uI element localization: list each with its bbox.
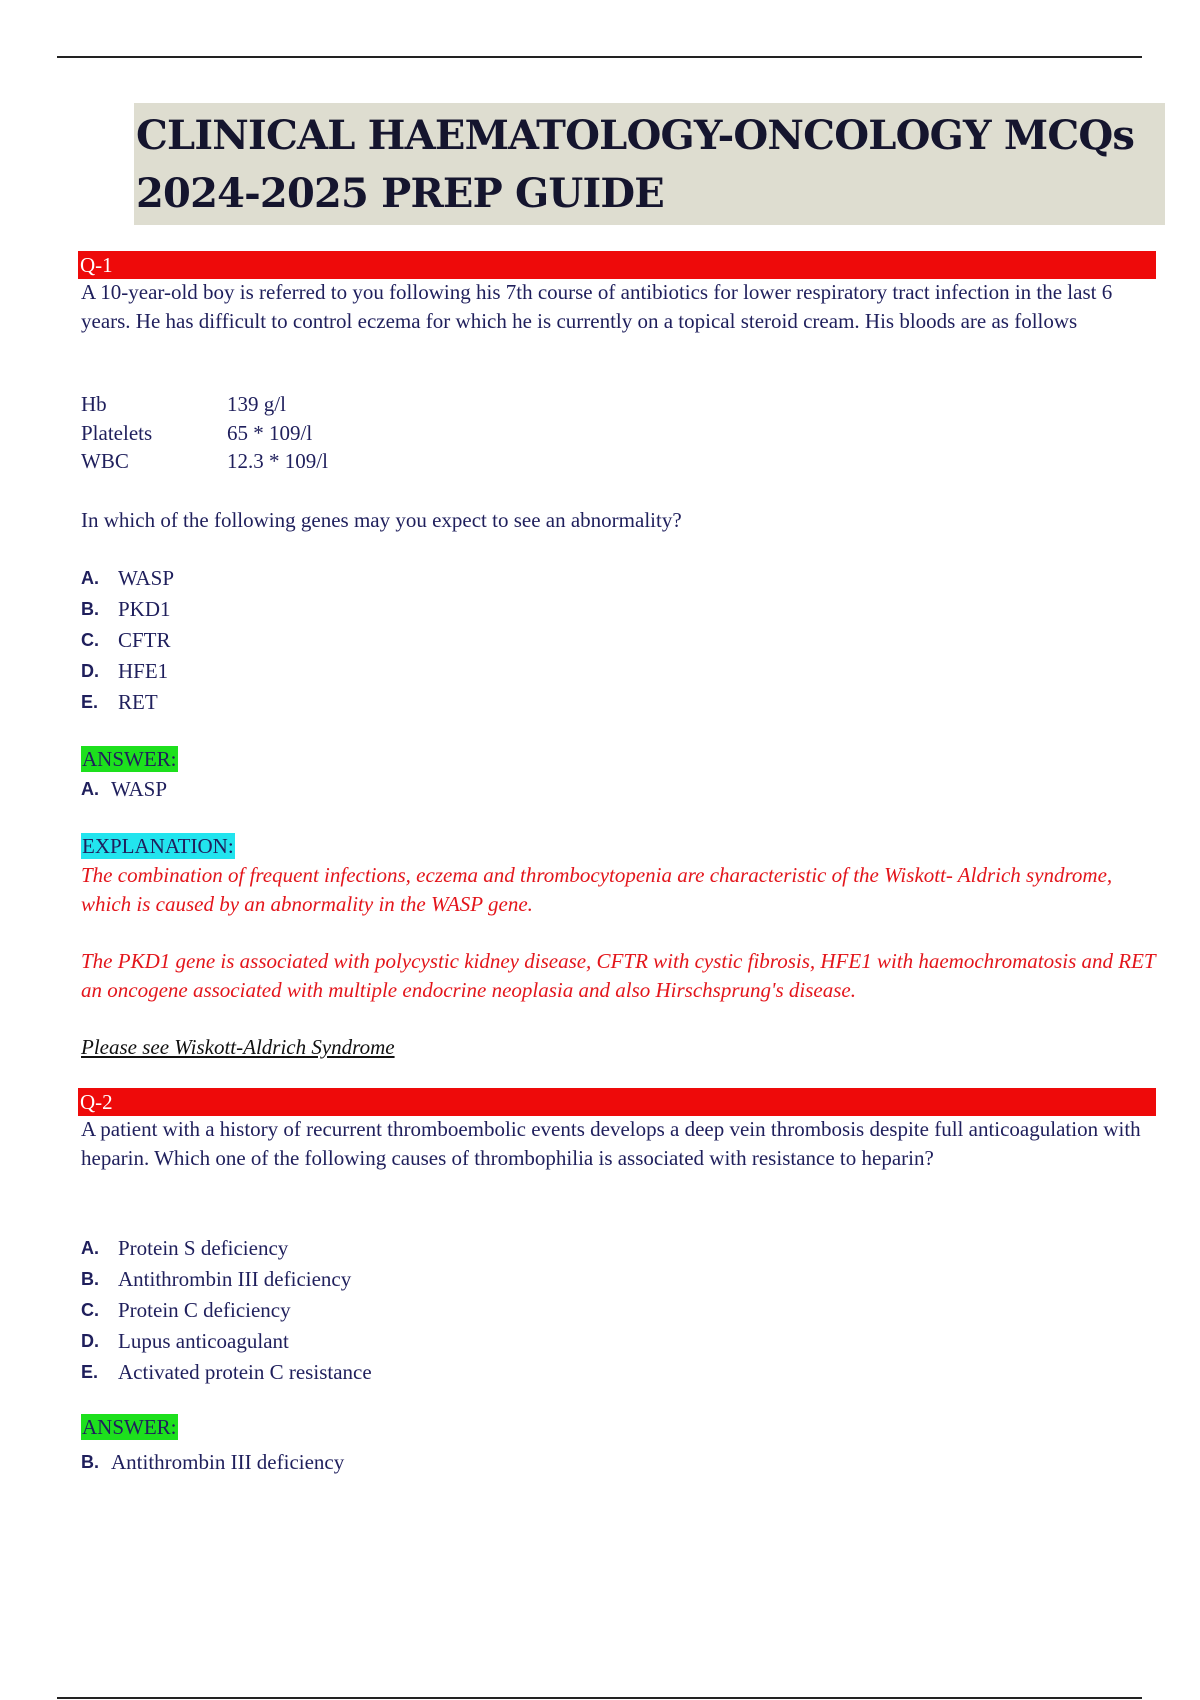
option-letter: A. <box>81 568 99 588</box>
option-item <box>81 656 174 687</box>
lab-value: 65 * 109/l <box>227 420 313 445</box>
options-list-q2 <box>81 1233 372 1388</box>
option-text: Protein S deficiency <box>118 1236 289 1260</box>
answer-text: Antithrombin III deficiency <box>111 1450 345 1474</box>
option-letter: D. <box>81 1331 99 1351</box>
option-text: RET <box>118 690 158 714</box>
option-text: WASP <box>118 566 175 590</box>
lab-value: 139 g/l <box>227 392 286 416</box>
option-letter: C. <box>81 630 99 650</box>
option-text: Lupus anticoagulant <box>118 1329 289 1353</box>
explanation-paragraph-2: The PKD1 gene is associated with polycystic kidney disease, CFTR with cystic fibrosis, HFE1 with haemochromatosis and RET an oncogene associated with multiple endocrine neoplasia and also Hirschsprung's disease. <box>81 949 1156 1002</box>
answer-text: WASP <box>111 777 168 801</box>
lab-row <box>81 447 328 476</box>
document-title <box>134 103 1165 225</box>
lab-row <box>81 390 328 419</box>
option-item <box>81 1233 372 1264</box>
option-letter: D. <box>81 661 99 681</box>
see-also-link[interactable]: Please see Wiskott-Aldrich Syndrome <box>81 1035 395 1059</box>
answer-q2 <box>81 1448 344 1476</box>
bottom-rule <box>57 1697 1142 1699</box>
question-stem-q2: A patient with a history of recurrent thromboembolic events develops a deep vein thrombosis despite full anticoagulation with heparin. Which one of the following causes of thrombophilia is associated with resistance to heparin? <box>81 1117 1141 1170</box>
answer-letter: A. <box>81 779 99 799</box>
option-item <box>81 1326 372 1357</box>
explanation-paragraph-1: The combination of frequent infections, eczema and thrombocytopenia are characteristic of the Wiskott- Aldrich syndrome, which is caused by an abnormality in the WASP gene. <box>81 863 1113 916</box>
answer-label-q2: ANSWER: <box>82 1415 177 1439</box>
option-item <box>81 563 174 594</box>
option-item <box>81 1357 372 1388</box>
option-letter: A. <box>81 1238 99 1258</box>
lab-row <box>81 419 328 448</box>
lab-name: Hb <box>81 392 107 416</box>
top-rule <box>57 56 1142 58</box>
option-item <box>81 625 174 656</box>
option-item <box>81 687 174 718</box>
answer-label-q1: ANSWER: <box>82 747 177 771</box>
option-letter: E. <box>81 1362 99 1382</box>
lab-name: Platelets <box>81 420 153 445</box>
option-letter: C. <box>81 1300 99 1320</box>
question-header-q1: Q-1 <box>78 251 1156 279</box>
option-text: Activated protein C resistance <box>118 1360 372 1384</box>
option-text: Protein C deficiency <box>118 1298 291 1322</box>
answer-q1 <box>81 775 167 803</box>
title-line-1: CLINICAL HAEMATOLOGY-ONCOLOGY MCQs <box>136 112 1135 159</box>
options-list-q1 <box>81 563 174 718</box>
option-item <box>81 1295 372 1326</box>
option-letter: B. <box>81 599 99 619</box>
lab-results-table <box>81 390 328 476</box>
question-header-q2: Q-2 <box>78 1088 1156 1116</box>
option-letter: B. <box>81 1269 99 1289</box>
question-stem-q1: A 10-year-old boy is referred to you following his 7th course of antibiotics for lower respiratory tract infection in the last 6 years. He has difficult to control eczema for which he is currently on a topical steroid cream. His bloods are as follows <box>81 280 1113 333</box>
question-prompt-q1: In which of the following genes may you expect to see an abnormality? <box>81 508 682 532</box>
option-item <box>81 594 174 625</box>
lab-value: 12.3 * 109/l <box>227 449 328 473</box>
option-text: PKD1 <box>118 597 171 621</box>
option-text: HFE1 <box>118 659 169 683</box>
option-text: CFTR <box>118 628 171 652</box>
title-line-2: 2024-2025 PREP GUIDE <box>136 170 664 217</box>
option-text: Antithrombin III deficiency <box>118 1267 352 1291</box>
answer-letter: B. <box>81 1452 99 1472</box>
option-item <box>81 1264 372 1295</box>
explanation-label-q1: EXPLANATION: <box>82 834 234 858</box>
option-letter: E. <box>81 692 99 712</box>
lab-name: WBC <box>81 449 129 473</box>
